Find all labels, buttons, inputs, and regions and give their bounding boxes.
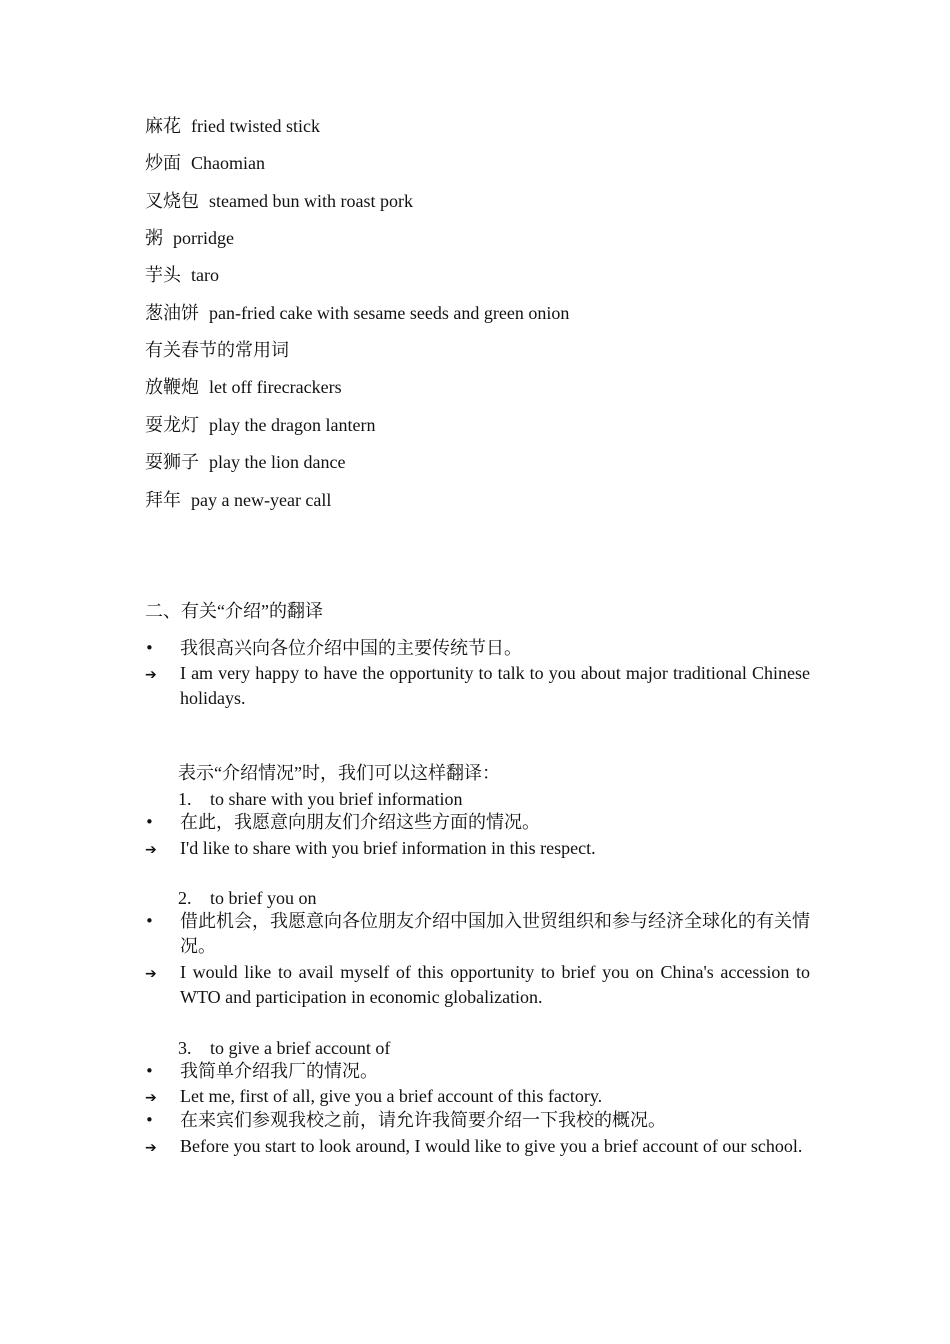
bullet-icon: •	[145, 813, 154, 831]
bullet-icon: •	[145, 1111, 154, 1129]
vocab-zh: 粥	[145, 228, 163, 248]
sub-label: 表示“介绍情况”时，我们可以这样翻译：	[178, 763, 500, 783]
vocab-zh: 拜年	[145, 490, 181, 510]
example-zh	[145, 810, 810, 835]
example-en-text: I would like to avail myself of this opportunity to brief you on China's accession to WTO and participation in economic globalization.	[180, 962, 810, 1007]
vocab-zh: 耍狮子	[145, 452, 199, 472]
vocab-subheading	[145, 339, 289, 361]
example-zh	[145, 1059, 810, 1084]
vocab-line	[145, 376, 342, 398]
vocab-line	[145, 190, 413, 212]
example-en	[145, 960, 810, 1010]
example-zh-text: 我很高兴向各位介绍中国的主要传统节日。	[180, 638, 522, 658]
vocab-zh: 耍龙灯	[145, 415, 199, 435]
vocab-zh: 麻花	[145, 116, 181, 136]
example-en	[145, 1084, 810, 1109]
example-en-text: Let me, first of all, give you a brief account of this factory.	[180, 1086, 603, 1106]
phrase-text: to share with you brief information	[210, 789, 463, 809]
phrase-heading	[178, 1037, 390, 1059]
vocab-en: taro	[191, 265, 219, 285]
phrase-heading	[178, 887, 316, 909]
vocab-en: steamed bun with roast pork	[209, 191, 413, 211]
example-zh-text: 在来宾们参观我校之前，请允许我简要介绍一下我校的概况。	[180, 1110, 666, 1130]
vocab-en: fried twisted stick	[191, 116, 320, 136]
phrase-text: to give a brief account of	[210, 1038, 391, 1058]
vocab-en: Chaomian	[191, 153, 265, 173]
arrow-right-icon: ➔	[145, 1140, 157, 1156]
arrow-right-icon: ➔	[145, 966, 157, 982]
vocab-en: porridge	[173, 228, 234, 248]
example-en	[145, 1134, 810, 1159]
vocab-line	[145, 489, 331, 511]
arrow-right-icon: ➔	[145, 1090, 157, 1106]
phrase-number: 2.	[178, 888, 192, 908]
example-en-text: I'd like to share with you brief information in this respect.	[180, 838, 596, 858]
vocab-zh: 葱油饼	[145, 303, 199, 323]
bullet-icon: •	[145, 1062, 154, 1080]
vocab-line	[145, 152, 265, 174]
arrow-right-icon: ➔	[145, 667, 157, 683]
example-zh-text: 我简单介绍我厂的情况。	[180, 1061, 378, 1081]
vocab-zh: 放鞭炮	[145, 377, 199, 397]
phrase-number: 3.	[178, 1038, 192, 1058]
example-en	[145, 661, 810, 711]
vocab-en: pan-fried cake with sesame seeds and green onion	[209, 303, 570, 323]
example-en-text: Before you start to look around, I would like to give you a brief account of our school.	[180, 1136, 803, 1156]
vocab-zh: 芋头	[145, 265, 181, 285]
vocab-line	[145, 414, 375, 436]
phrase-text: to brief you on	[210, 888, 317, 908]
example-zh	[145, 909, 810, 959]
phrase-heading	[178, 788, 462, 810]
example-zh	[145, 636, 810, 661]
vocab-en: play the dragon lantern	[209, 415, 376, 435]
vocab-en: play the lion dance	[209, 452, 346, 472]
example-zh-text: 在此，我愿意向朋友们介绍这些方面的情况。	[180, 812, 540, 832]
vocab-line	[145, 302, 569, 324]
example-en	[145, 836, 810, 861]
example-zh-text: 借此机会，我愿意向各位朋友介绍中国加入世贸组织和参与经济全球化的有关情况。	[180, 911, 810, 956]
vocab-en: let off firecrackers	[209, 377, 342, 397]
bullet-icon: •	[145, 912, 154, 930]
vocab-zh: 叉烧包	[145, 191, 199, 211]
vocab-zh: 炒面	[145, 153, 181, 173]
vocab-en: pay a new-year call	[191, 490, 332, 510]
vocab-line	[145, 115, 320, 137]
section-heading: 二、有关“介绍”的翻译	[145, 601, 323, 621]
arrow-right-icon: ➔	[145, 842, 157, 858]
example-en-text: I am very happy to have the opportunity to talk to you about major traditional Chinese holidays.	[180, 663, 810, 708]
vocab-zh: 有关春节的常用词	[145, 340, 289, 360]
vocab-line	[145, 451, 345, 473]
vocab-line	[145, 264, 219, 286]
vocab-line	[145, 227, 234, 249]
bullet-icon: •	[145, 639, 154, 657]
phrase-number: 1.	[178, 789, 192, 809]
example-zh	[145, 1108, 810, 1133]
